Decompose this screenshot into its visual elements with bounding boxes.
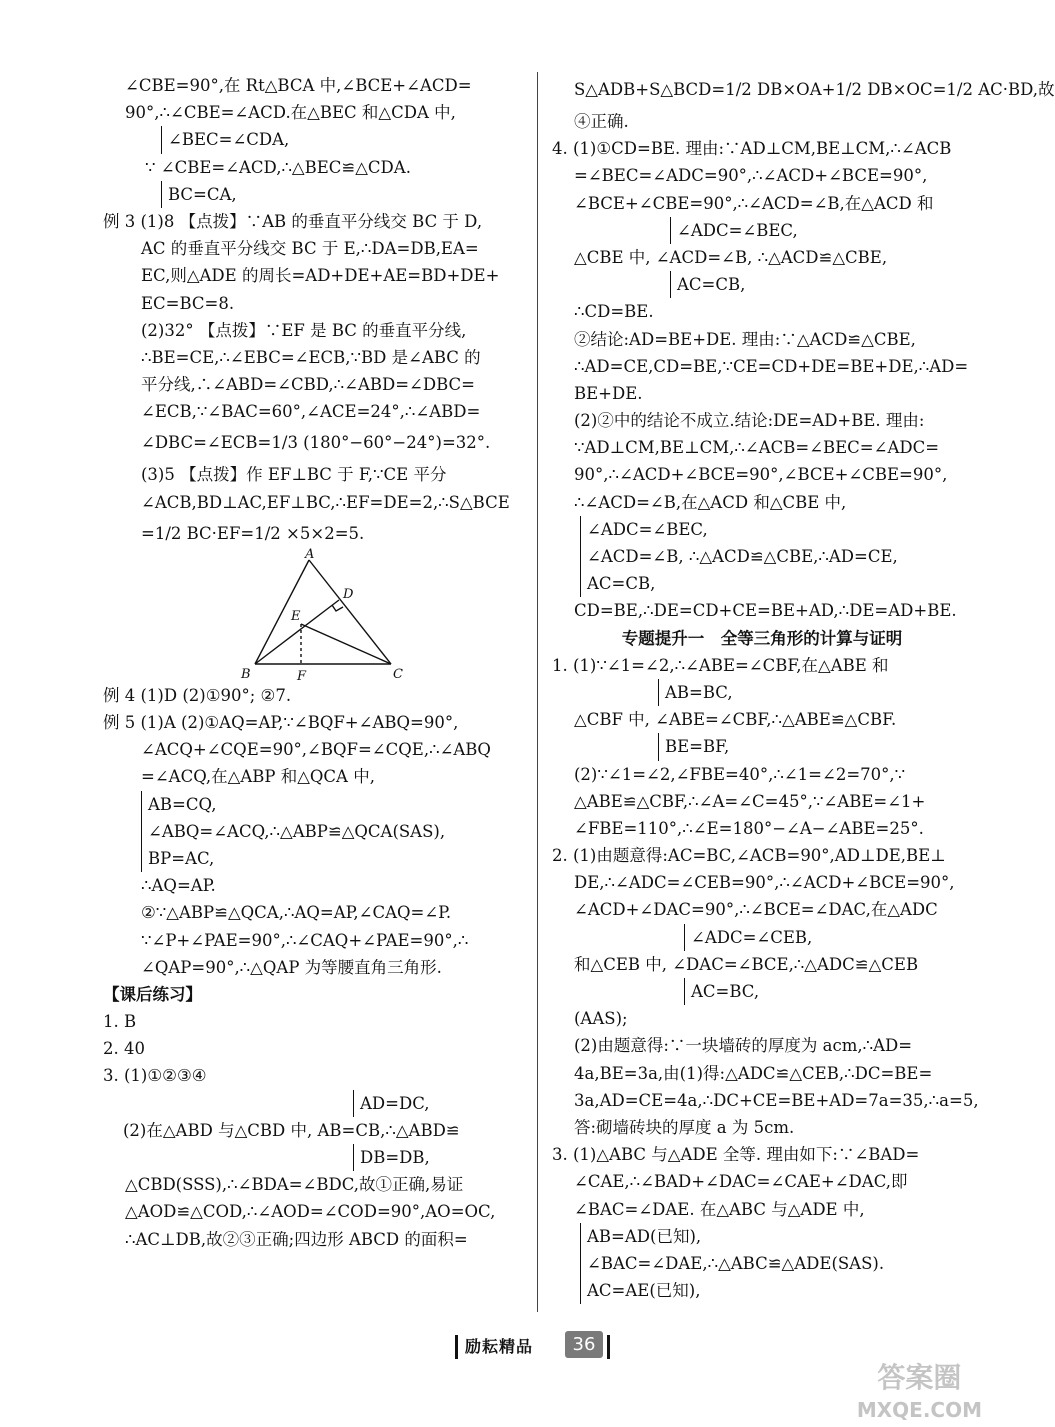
text-line: 平分线,∴∠ABD=∠CBD,∴∠ABD=∠DBC=: [141, 375, 475, 395]
answer-line: 2. 40: [103, 1039, 145, 1059]
text-line: 和△CEB 中, ∠DAC=∠BCE,∴△ADC≌△CEB: [574, 954, 919, 974]
brace-line: ∠ADC=∠CEB,: [684, 924, 972, 951]
brace-line: AC=BC,: [684, 978, 972, 1005]
text-line: ∠QAP=90°,∴△QAP 为等腰直角三角形.: [141, 957, 442, 977]
brand-name: 励耘精品: [465, 1337, 534, 1356]
footer-bar-left: [455, 1335, 458, 1359]
text-line: (2)∵∠1=∠2,∠FBE=40°,∴∠1=∠2=70°,∵: [574, 764, 906, 784]
watermark-url: MXQE.COM: [856, 1398, 982, 1422]
brace-line: BE=BF,: [658, 733, 972, 760]
text-line: ∠CAE,∴∠BAD+∠DAC=∠CAE+∠DAC,即: [574, 1172, 908, 1192]
text-line: =1/2 BC·EF=1/2 ×5×2=5.: [141, 523, 365, 543]
text-line: ∵∠P+∠PAE=90°,∴∠CAQ+∠PAE=90°,∴: [141, 930, 469, 950]
page-footer: [455, 1333, 615, 1363]
label-e: E: [291, 608, 301, 624]
right-angle-mark: [332, 605, 343, 611]
text-line: AC 的垂直平分线交 BC 于 E,∴DA=DB,EA=: [141, 239, 479, 259]
label-a: A: [305, 546, 315, 562]
text-line: 答:砌墙砖块的厚度 a 为 5cm.: [574, 1117, 795, 1137]
side-ac: [309, 560, 391, 664]
column-divider: [537, 72, 538, 1312]
text-line: (2)由题意得:∵一块墙砖的厚度为 acm,∴AD=: [574, 1036, 913, 1056]
footer-bar-right: [607, 1335, 610, 1359]
example-5-heading: 例 5 (1)A (2)①AQ=AP,∵∠BQF+∠ABQ=90°,: [103, 713, 459, 732]
brace-line: BC=CA,: [161, 181, 521, 208]
text-line: =∠BEC=∠ADC=90°,∴∠ACD+∠BCE=90°,: [574, 166, 928, 186]
text-line: =∠ACQ,在△ABP 和△QCA 中,: [141, 767, 375, 787]
label-d: D: [343, 586, 354, 602]
text-line: 90°,∴∠CBE=∠ACD.在△BEC 和△CDA 中,: [125, 103, 456, 123]
text-line: EC=BC=8.: [141, 293, 235, 313]
triangle-figure: [103, 546, 521, 684]
text-line: △CBD(SSS),∴∠BDA=∠BDC,故①正确,易证: [125, 1175, 464, 1195]
text-line: 3a,AD=CE=4a,∴DC+CE=BE+AD=7a=35,∴a=5,: [574, 1090, 979, 1110]
after-class-heading: 【课后练习】: [103, 984, 202, 1004]
brace-line: AD=DC,: [353, 1090, 521, 1117]
text-line: ∠BAC=∠DAE. 在△ABC 与△ADE 中,: [574, 1199, 865, 1219]
section-heading: 专题提升一 全等三角形的计算与证明: [621, 628, 903, 648]
text-line: ∠DBC=∠ECB=1/3 (180°−60°−24°)=32°.: [141, 433, 491, 453]
watermark-title: 答案圈: [877, 1361, 962, 1394]
answer-line: 4. (1)①CD=BE. 理由:∵AD⊥CM,BE⊥CM,∴∠ACB: [552, 139, 952, 159]
text-line: BE+DE.: [574, 383, 643, 403]
text-line: CD=BE,∴DE=CD+CE=BE+AD,∴DE=AD+BE.: [574, 601, 957, 621]
brace-line: ∠ABQ=∠ACQ,∴△ABP≌△QCA(SAS),: [141, 818, 521, 845]
text-line: ∴BE=CE,∴∠EBC=∠ECB,∵BD 是∠ABC 的: [141, 347, 481, 367]
brace-line: AC=AE(已知),: [580, 1277, 972, 1304]
watermark: [857, 1362, 982, 1426]
text-line: △CBF 中, ∠ABE=∠CBF,∴△ABE≌△CBF.: [574, 710, 897, 730]
text-line: ∴∠ACD=∠B,在△ACD 和△CBE 中,: [574, 492, 847, 512]
text-line: (2)②中的结论不成立.结论:DE=AD+BE. 理由:: [574, 411, 925, 431]
left-column: [103, 72, 521, 1253]
brace-line: ∠ACD=∠B, ∴△ACD≌△CBE,∴AD=CE,: [580, 543, 972, 570]
text-line: ∴AQ=AP.: [141, 876, 216, 896]
text-line: △AOD≌△COD,∴∠AOD=∠COD=90°,AO=OC,: [125, 1202, 496, 1222]
label-f: F: [297, 668, 307, 684]
text-line: ∴CD=BE.: [574, 302, 654, 322]
text-line: ④正确.: [574, 112, 629, 131]
label-c: C: [393, 666, 403, 682]
text-line: ∴AC⊥DB,故②③正确;四边形 ABCD 的面积=: [125, 1229, 468, 1249]
text-line: ∠FBE=110°,∴∠E=180°−∠A−∠ABE=25°.: [574, 818, 924, 838]
brace-line: AC=CB,: [670, 271, 972, 298]
answer-line: 1. B: [103, 1012, 137, 1032]
brace-line: ∠BAC=∠DAE,∴△ABC≌△ADE(SAS).: [580, 1250, 972, 1277]
text-line: ∠ACD+∠DAC=90°,∴∠BCE=∠DAC,在△ADC: [574, 900, 938, 920]
brace-line: AB=BC,: [658, 679, 972, 706]
answer-line: 3. (1)△ABC 与△ADE 全等. 理由如下:∵∠BAD=: [552, 1145, 920, 1165]
text-line: ∴AD=CE,CD=BE,∵CE=CD+DE=BE+DE,∴AD=: [574, 356, 969, 376]
text-line: (3)5 【点拨】作 EF⊥BC 于 F,∵CE 平分: [141, 465, 447, 485]
text-line: ∠CBE=90°,在 Rt△BCA 中,∠BCE+∠ACD=: [125, 76, 472, 95]
brace-line: AC=CB,: [580, 570, 972, 597]
answer-line: 2. (1)由题意得:AC=BC,∠ACB=90°,AD⊥DE,BE⊥: [552, 846, 946, 866]
brace-line: AB=AD(已知),: [580, 1223, 972, 1250]
text-line: ∵AD⊥CM,BE⊥CM,∴∠ACB=∠BEC=∠ADC=: [574, 438, 940, 458]
brace-line: ∠BEC=∠CDA,: [161, 126, 521, 153]
page-number: 36: [565, 1331, 603, 1358]
brace-line: BP=AC,: [141, 845, 521, 872]
triangle-diagram: [103, 546, 521, 684]
answer-line: 3. (1)①②③④: [103, 1066, 207, 1086]
text-line: DE,∴∠ADC=∠CEB=90°,∴∠ACD+∠BCE=90°,: [574, 873, 955, 893]
text-line: 4a,BE=3a,由(1)得:△ADC≌△CEB,∴DC=BE=: [574, 1063, 933, 1083]
text-line: △ABE≌△CBF,∴∠A=∠C=45°,∵∠ABE=∠1+: [574, 791, 926, 811]
text-line: △CBE 中, ∠ACD=∠B, ∴△ACD≌△CBE,: [574, 247, 888, 267]
brace-line: DB=DB,: [353, 1144, 521, 1171]
example-4-heading: 例 4 (1)D (2)①90°; ②7.: [103, 685, 292, 705]
brace-line: AB=CQ,: [141, 791, 521, 818]
text-line: ②∵△ABP≌△QCA,∴AQ=AP,∠CAQ=∠P.: [141, 903, 452, 923]
answer-line: 1. (1)∵∠1=∠2,∴∠ABE=∠CBF,在△ABE 和: [552, 655, 889, 675]
text-line: (2)在△ABD 与△CBD 中, AB=CB,∴△ABD≌: [123, 1120, 460, 1140]
text-line: (2)32° 【点拨】∵EF 是 BC 的垂直平分线,: [141, 320, 467, 340]
text-line: ∠ACQ+∠CQE=90°,∠BQF=∠CQE,∴∠ABQ: [141, 740, 491, 760]
text-line: EC,则△ADE 的周长=AD+DE+AE=BD+DE+: [141, 266, 500, 286]
segment-ce: [301, 624, 391, 664]
brace-line: ∵ ∠CBE=∠ACD,∴△BEC≌△CDA.: [145, 157, 411, 177]
text-line: S△ADB+S△BCD=1/2 DB×OA+1/2 DB×OC=1/2 AC·BD,故: [574, 80, 1055, 99]
text-line: ∠ECB,∵∠BAC=60°,∠ACE=24°,∴∠ABD=: [141, 402, 481, 422]
text-line: 90°,∴∠ACD+∠BCE=90°,∠BCE+∠CBE=90°,: [574, 465, 948, 485]
brace-line: ∠ADC=∠BEC,: [670, 217, 972, 244]
text-line: ∠ACB,BD⊥AC,EF⊥BC,∴EF=DE=2,∴S△BCE: [141, 492, 510, 512]
example-3-heading: 例 3 (1)8 【点拨】∵AB 的垂直平分线交 BC 于 D,: [103, 211, 483, 231]
brace-line: ∠ADC=∠BEC,: [580, 516, 972, 543]
label-b: B: [241, 666, 251, 682]
text-line: ∠BCE+∠CBE=90°,∴∠ACD=∠B,在△ACD 和: [574, 193, 934, 213]
text-line: (AAS);: [574, 1009, 628, 1029]
text-line: ②结论:AD=BE+DE. 理由:∵△ACD≌△CBE,: [574, 329, 916, 349]
right-column: [552, 72, 1055, 1304]
